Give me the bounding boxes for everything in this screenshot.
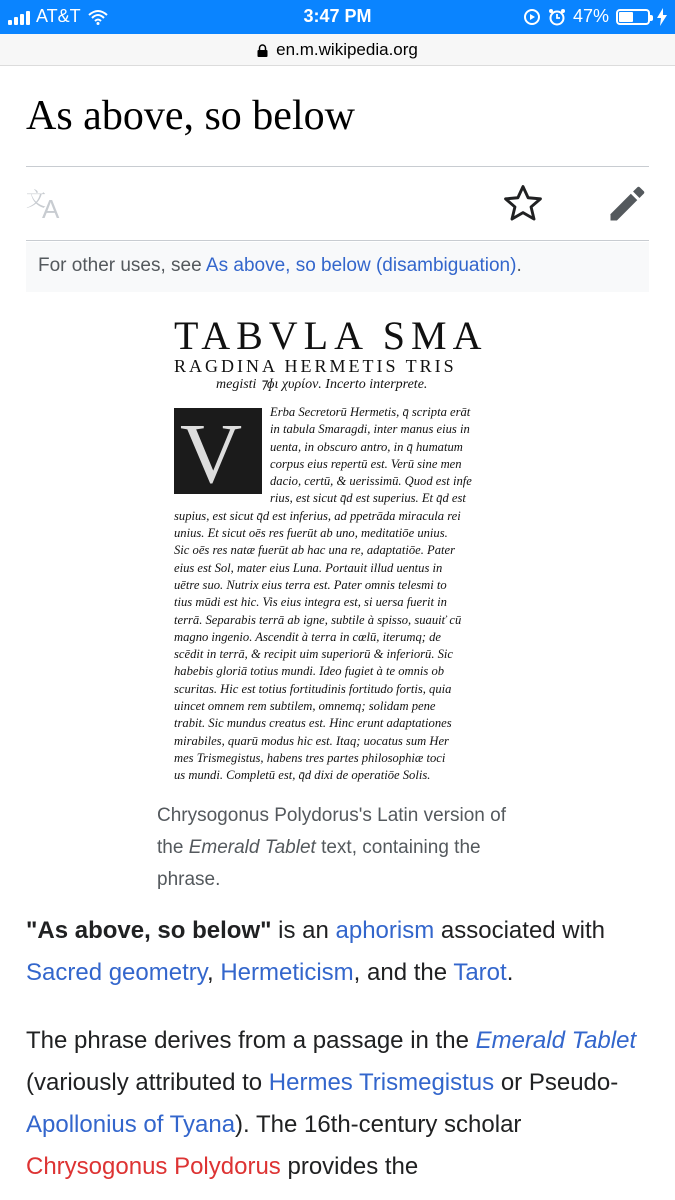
redlink-chrysogonus-polydorus[interactable]: Chrysogonus Polydorus	[26, 1153, 281, 1180]
emerald-tablet-image[interactable]	[160, 312, 510, 792]
page-title: As above, so below	[26, 93, 355, 139]
latin-text-line: supius, est sicut q̄d est inferius, ad ppetrāda miracula rei	[174, 508, 461, 523]
hatnote-prefix: For other uses, see	[38, 255, 206, 276]
latin-text-line: scuritas. Hic est totius fortitudinis fortitudo fortis, quia	[174, 681, 452, 696]
divider	[26, 166, 649, 167]
link-hermes-trismegistus[interactable]: Hermes Trismegistus	[268, 1069, 495, 1096]
status-time: 3:47 PM	[303, 6, 372, 26]
text: or Pseudo-	[494, 1069, 619, 1096]
link-tarot[interactable]: Tarot	[453, 959, 507, 986]
latin-text-line: unius. Et sicut oēs res fuerūt ab uno, meditatiōe unius.	[174, 526, 448, 541]
image-title-line3: megisti ⁊ɸι χυρίον. Incerto interprete.	[216, 377, 428, 392]
hatnote	[26, 242, 649, 292]
text: is an	[271, 917, 336, 944]
text: , and the	[353, 959, 454, 986]
latin-text-line: Sic oēs res natæ fuerūt ab hac una re, adaptatiōe. Pater	[174, 543, 455, 558]
divider	[26, 240, 649, 241]
text: provides the	[280, 1153, 419, 1180]
status-bar-right	[523, 6, 667, 27]
svg-text:A: A	[42, 194, 60, 222]
language-button[interactable]	[26, 182, 70, 222]
link-sacred-geometry[interactable]: Sacred geometry	[26, 959, 207, 986]
latin-text-line: eius est Sol, mater eius Luna. Portauit illud uentus in	[174, 560, 443, 575]
alarm-icon	[548, 8, 566, 26]
latin-text-line: dacio, certū, & uerissimū. Quod est infe	[270, 474, 472, 489]
text: ). The 16th-century scholar	[235, 1111, 522, 1138]
text: The phrase derives from a passage in the	[26, 1027, 476, 1054]
origin-paragraph	[26, 1020, 651, 1188]
image-title-line1: TABVLA SMA	[174, 313, 488, 358]
latin-text-line: mes Trismegistus, habens tres partes philosophiæ toci	[174, 750, 446, 765]
status-bar	[0, 0, 675, 34]
image-caption	[157, 800, 517, 896]
link-hermeticism[interactable]: Hermeticism	[220, 959, 354, 986]
carrier-label: AT&T	[36, 6, 81, 26]
latin-text-line: mirabiles, quarū modus hic est. Itaq; uocatus sum Her	[174, 733, 449, 748]
caption-part2: text, containing the phrase.	[157, 837, 481, 890]
latin-text-line: scēdit in terrā, & recipit uim superiorū & inferiorū. Sic	[174, 647, 454, 662]
latin-text-line: tius mūdi est hic. Vis eius integra est, si uersa fuerit in	[174, 595, 447, 610]
text: (variously attributed to	[26, 1069, 269, 1096]
page-actions	[26, 168, 649, 240]
latin-text-line: magno ingenio. Ascendit à terra in cœlū, iterumq; de	[174, 629, 442, 644]
text: .	[506, 959, 514, 986]
latin-text-line: trabit. Sic mundus creatus est. Hinc erunt adaptationes	[174, 716, 452, 731]
image-title-line2: RAGDINA HERMETIS TRIS	[174, 356, 457, 376]
text: ,	[206, 959, 221, 986]
charging-bolt-icon	[657, 8, 667, 26]
link-text: Emerald Tablet	[475, 1027, 637, 1054]
caption-part1: Chrysogonus Polydorus's Latin version of the	[157, 805, 506, 858]
watch-star-button[interactable]	[501, 182, 545, 226]
latin-text-line: corpus eius repertū est. Verū sine men	[270, 456, 462, 471]
battery-percent: 47%	[572, 6, 609, 26]
url-domain: en.m.wikipedia.org	[276, 39, 418, 59]
latin-text-line: terrā. Separabis terrā ab igne, subtile à spisso, suauiť cū	[174, 612, 462, 627]
latin-text-line: habebis gloriā totius mundi. Ideo fugiet à te omnis ob	[174, 664, 445, 679]
latin-text-line: us mundi. Completū est, q̄d dixi de operatiōe Solis.	[174, 768, 431, 783]
edit-button[interactable]	[605, 182, 649, 226]
latin-text-line: in tabula Smaragdi, inter manus eius in	[270, 422, 470, 437]
intro-paragraph	[26, 910, 651, 994]
link-aphorism[interactable]: aphorism	[335, 917, 435, 944]
translate-icon	[26, 182, 70, 222]
svg-text:文: 文	[26, 187, 46, 211]
link-emerald-tablet[interactable]	[476, 1027, 637, 1054]
bold-phrase: "As above, so below"	[26, 917, 272, 944]
pencil-icon	[605, 182, 649, 226]
link-apollonius-of-tyana[interactable]: Apollonius of Tyana	[26, 1111, 236, 1138]
star-icon	[501, 182, 545, 226]
latin-text-line: uētre suo. Nutrix eius terra est. Pater omnis telesmi to	[174, 577, 447, 592]
url-bar[interactable]	[0, 34, 675, 66]
latin-text-line: uenta, in obscuro antro, in q̄ humatum	[270, 439, 463, 454]
latin-text-line: Erba Secretorū Hermetis, q̄ scripta erāt	[270, 405, 471, 419]
disambiguation-link[interactable]: As above, so below (disambiguation)	[205, 255, 517, 276]
caption-italic: Emerald Tablet	[188, 837, 316, 858]
dropcap-letter: V	[180, 405, 243, 501]
battery-icon	[616, 9, 650, 25]
hatnote-suffix: .	[516, 255, 522, 276]
latin-text-block	[174, 404, 504, 785]
latin-text-line: rius, est sicut q̄d est superius. Et q̄d est	[270, 491, 466, 506]
rotation-lock-icon	[523, 8, 541, 26]
lock-icon	[257, 44, 268, 57]
text: associated with	[434, 917, 605, 944]
latin-text-line: uincet omnem rem subtilem, omnemq; solidam pene	[174, 699, 436, 714]
